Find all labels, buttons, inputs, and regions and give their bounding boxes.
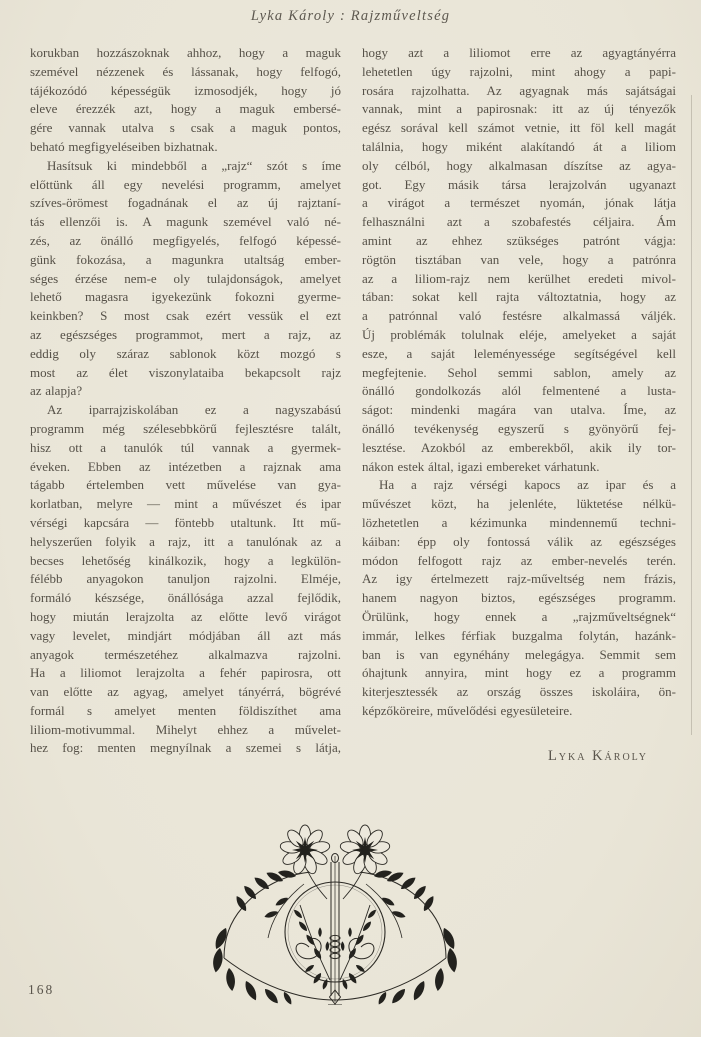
text-line: káiban: épp oly fontossá válik az egészséges <box>362 533 676 549</box>
paragraph <box>30 44 341 157</box>
text-line: anyagok természetéhez alkalmazva rajzolni. <box>30 646 341 662</box>
text-line: van előtte az agyag, amelyet tányérrá, bögrévé <box>30 684 341 700</box>
text-line: rögtön tisztában van vele, hogy a patrónra <box>362 251 676 267</box>
text-line: az egészséges programmot, mert a rajz, az <box>30 326 341 342</box>
text-line: tájékozódó képességük izmosodjék, hogy jó <box>30 82 341 98</box>
author-signature: Lyka Károly <box>547 747 648 764</box>
text-line: hez fog: menten megnyílnak a szemei s látja, <box>30 740 341 756</box>
text-line: lehetetlen úgy rajzolni, mint ahogy a papi- <box>362 63 676 79</box>
text-line: találnia, hogy miként alakítandó át a liliom <box>362 138 676 154</box>
text-line: előttünk áll egy nevelési programm, amelyet <box>30 176 341 192</box>
text-line: óhajtunk annyira, mint hogy ez a programm <box>362 665 676 681</box>
text-line: günk fokozása, a magunkra utaltság ember- <box>30 251 341 267</box>
text-line: vérségi kapcsára — föntebb utaltunk. Itt mű- <box>30 514 341 530</box>
text-line: immár, lelkes férfiak buzgalma folytán, hazánk- <box>362 627 676 643</box>
text-line: ban is van egynéhány melegágya. Semmit sem <box>362 646 676 662</box>
text-line: tában: sokat kell rajta változtatnia, hogy az <box>362 289 676 305</box>
text-line: Az iparrajziskolában ez a nagyszabású <box>47 402 341 418</box>
paragraph <box>30 157 341 401</box>
text-line: zés, az önálló megfigyelés, felfogó képessé- <box>30 232 341 248</box>
text-line: lehető magasra igyekezünk fokozni gyerme- <box>30 289 341 305</box>
text-line: félébb anyagokon tanuljon rajzolni. Elméje, <box>30 571 341 587</box>
text-line: ságot: mindenki magára van utalva. Íme, az <box>362 402 676 418</box>
text-line: a virágot a természet nyomán, jónak látja <box>362 195 676 211</box>
text-line: séges érzése nem-e oly tulajdonságok, amelyet <box>30 270 341 286</box>
text-line: hanem nagyon biztos, egészséges programm. <box>362 590 676 606</box>
text-line: Örülünk, hogy ennek a „rajzműveltségnek“ <box>362 608 676 624</box>
text-line: önálló gondolkozás alól felmentené a lusta- <box>362 383 676 399</box>
text-line: megfejtenie. Sehol semmi sablon, amely az <box>362 364 676 380</box>
text-line: Az igy értelmezett rajz-műveltség nem frázis, <box>362 571 676 587</box>
text-line: az a liliom-rajz nem kerülhet eredeti mivol- <box>362 270 676 286</box>
ornament-illustration <box>200 820 470 1005</box>
text-line: kiterjesztessék az ország összes iskoláira, ön- <box>362 684 676 700</box>
scan-page-edge-line <box>691 95 692 735</box>
text-line: Ha a rajz vérségi kapocs az ipar és a <box>379 477 676 493</box>
text-line: beható megfigyeléseiben bizhatnak. <box>30 138 218 154</box>
text-line: liliom-motivummal. Mihelyt ehhez a művelet- <box>30 721 341 737</box>
text-line: eleve érezzék azt, hogy a maguk embersé- <box>30 101 341 117</box>
text-line: oly célból, hogy alkalmasan díszítse az agya- <box>362 157 676 173</box>
text-line: az alapja? <box>30 383 83 399</box>
text-line: formáló készsége, önállósága azzal fejlődik, <box>30 590 341 606</box>
text-line: felhasználni azt a szobafestés céljaira. Ám <box>362 214 676 230</box>
text-line: esze, a saját leleményessége segítségével kell <box>362 345 676 361</box>
text-line: amint az ehhez szükséges patrónt vágja: <box>362 232 676 248</box>
text-line: hisz ott a tanulók túl vannak a gyermek- <box>30 439 341 455</box>
text-line: programm még szélesebbkörű fejlesztésre talált, <box>30 420 341 436</box>
text-line: korukban hozzászoknak ahhoz, hogy a maguk <box>30 45 341 60</box>
text-line: becses lehetőség kinálkozik, hogy a legkülön- <box>30 552 341 568</box>
text-line: Hasítsuk ki mindebből a „rajz“ szót s íme <box>47 157 341 173</box>
text-line: helyszerűen folyik a rajz, itt a tanulónak az a <box>30 533 341 549</box>
text-line: szemével nézzenek és lássanak, hogy felfogó, <box>30 63 341 79</box>
text-line: formál s amelyet menten földiszíthet ama <box>30 702 341 718</box>
page-number: 168 <box>28 982 55 997</box>
text-line: got. Egy másik társa lerajzolván ugyanazt <box>362 176 676 192</box>
text-line: tágabb értelemben vett művelése van gya- <box>30 477 341 493</box>
text-line: gére vannak utalva s csak a maguk pontos, <box>30 120 341 136</box>
text-line: lesztése. Azokból az emberekből, akik ily tor- <box>362 439 676 455</box>
text-line: Ha a liliomot lerajzolta a fehér papirosra, ott <box>30 665 341 681</box>
text-line: vagy levelet, mindjárt módjában áll azt más <box>30 627 341 643</box>
column-right <box>362 44 676 765</box>
text-line: képzőköreire, művelődési egyesületeire. <box>362 702 573 718</box>
text-line: Új problémák tolulnak eléje, amelyeket a saját <box>362 326 676 342</box>
paragraph <box>362 44 676 476</box>
text-line: most az élet viszonylataiba bekapcsolt rajz <box>30 364 341 380</box>
paragraph <box>30 401 341 758</box>
text-line: vannak, mint a papirosnak: itt az új tényezők <box>362 101 676 117</box>
column-left <box>30 44 341 758</box>
text-line: tás ellenzői is. A magunk szemével való né- <box>30 214 341 230</box>
text-line: hogy azt a liliomot erre az agyagtányérra <box>362 45 676 60</box>
text-line: nákon estek által, igazi embereket várhatunk. <box>362 458 600 474</box>
text-line: szíves-örömest fogadnának el az új rajztaní- <box>30 195 341 211</box>
text-line: hogy miután lerajzolta az előtte levő virágot <box>30 608 341 624</box>
text-line: önálló tevékenység egyszerű s gyönyörű fej- <box>362 420 676 436</box>
text-line: egész sorával kell számot vetnie, itt föl kell magát <box>362 120 676 136</box>
text-line: lözhetetlen a kézimunka mindennemű techni- <box>362 514 676 530</box>
text-line: művészet közt, ha jelenléte, lüktetése nélkü- <box>362 496 676 512</box>
paragraph <box>362 476 676 720</box>
text-line: a patrónnal való festésre alkalmassá váljék. <box>362 308 676 324</box>
text-line: rosára rajzolhatta. Az agyagnak más sajátságai <box>362 82 676 98</box>
text-line: korlatban, melyre — mint a művészet és ipar <box>30 496 341 512</box>
text-line: módon felfogott rajz az ember-nevelés terén. <box>362 552 676 568</box>
page-header-title: Lyka Károly : Rajzműveltség <box>250 8 451 24</box>
text-line: keinkben? S most csak ezért vessük el ezt <box>30 308 341 324</box>
text-line: eddig oly száraz sablonok közt mozgó s <box>30 345 341 361</box>
text-line: éveken. Ebben az intézetben a rajznak ama <box>30 458 341 474</box>
